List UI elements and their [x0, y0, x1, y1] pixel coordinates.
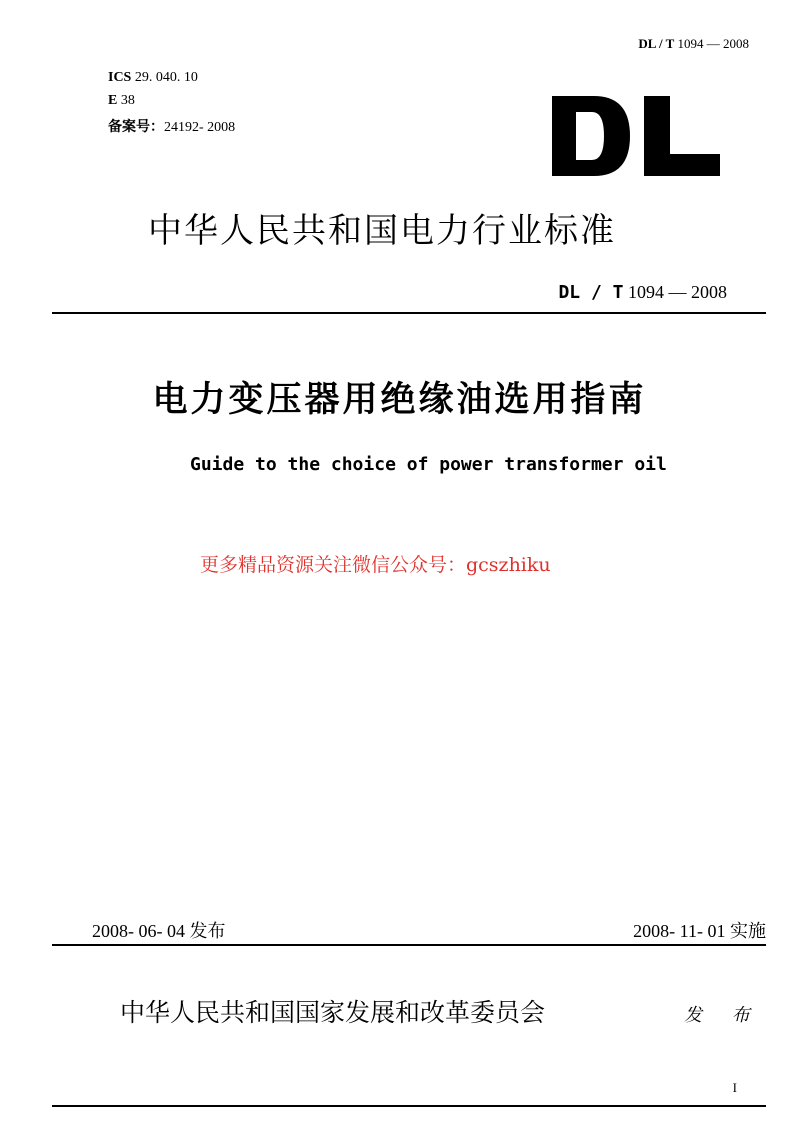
document-title-en: Guide to the choice of power transformer oil: [190, 454, 667, 475]
e-value: 38: [120, 93, 135, 108]
standard-number: [558, 282, 727, 303]
header-code-prefix: DL / T: [638, 36, 675, 51]
header-standard-code: [638, 36, 749, 52]
standard-number-value: 1094 — 2008: [628, 282, 727, 302]
filing-value: 24192- 2008: [164, 120, 236, 135]
dl-logo: [552, 96, 720, 176]
e-line: [108, 93, 135, 109]
ics-label: ICS: [108, 70, 132, 85]
bottom-divider: [52, 1105, 766, 1107]
document-title-cn: 电力变压器用绝缘油选用指南: [152, 379, 647, 420]
promo-text: 更多精品资源关注微信公众号：gcszhiku: [200, 554, 551, 576]
filing-label: 备案号：: [108, 120, 164, 135]
date-divider: [52, 944, 766, 946]
e-label: E: [108, 93, 118, 108]
publish-date: 2008- 06- 04 发布: [92, 921, 226, 941]
standard-title: 中华人民共和国电力行业标准: [148, 211, 616, 251]
header-code-number: 1094 — 2008: [677, 36, 749, 51]
top-divider: [52, 312, 766, 314]
filing-line: [108, 116, 235, 136]
implement-date: 2008- 11- 01 实施: [633, 921, 766, 941]
standard-number-prefix: DL / T: [558, 282, 624, 303]
issuer-action: 发 布: [684, 1005, 762, 1026]
page-number: I: [732, 1080, 737, 1095]
issuer-name: 中华人民共和国国家发展和改革委员会: [120, 998, 546, 1027]
ics-line: [108, 70, 198, 86]
ics-value: 29. 040. 10: [134, 70, 198, 85]
